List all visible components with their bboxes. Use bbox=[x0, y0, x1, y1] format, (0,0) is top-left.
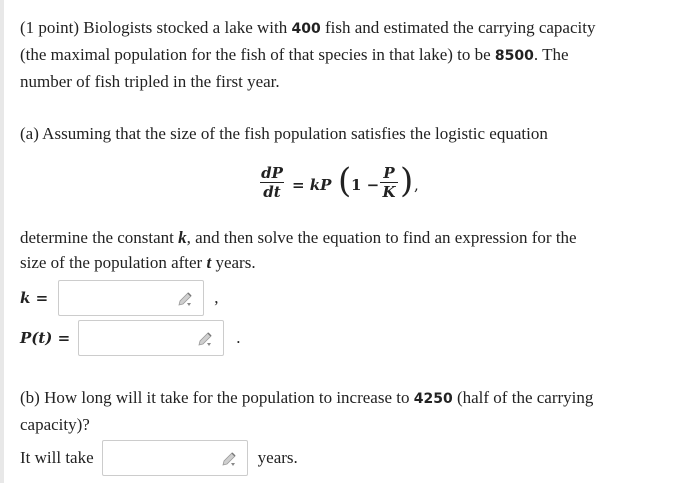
equation-equals-kP: = kP bbox=[292, 176, 332, 194]
fraction-dP-dt: dP dt bbox=[261, 164, 283, 201]
part-a-instruction: determine the constant k, and then solve the equation to find an expression for the size of the population after t years. bbox=[20, 228, 577, 272]
part-b-question: (b) How long will it take for the population to increase to 4250 (half of the carrying capacity)? bbox=[20, 388, 594, 434]
k-input[interactable] bbox=[58, 280, 204, 316]
pencil-icon[interactable] bbox=[221, 451, 237, 467]
initial-fish-value: 400 bbox=[291, 21, 321, 37]
time-suffix: years. bbox=[257, 448, 298, 467]
half-capacity-value: 4250 bbox=[413, 391, 453, 407]
fraction-P-K: P K bbox=[380, 164, 398, 201]
part-a-question: (a) Assuming that the size of the fish population satisfies the logistic equation bbox=[20, 124, 548, 143]
equation-one-minus: 1 − bbox=[351, 176, 380, 194]
time-label: It will take bbox=[20, 448, 94, 467]
time-answer-row bbox=[20, 438, 298, 478]
pencil-icon[interactable] bbox=[177, 291, 193, 307]
capacity-value: 8500 bbox=[494, 48, 534, 64]
left-border bbox=[0, 0, 4, 483]
P-input[interactable] bbox=[78, 320, 224, 356]
P-suffix: . bbox=[236, 328, 241, 347]
intro-paragraph: (1 point) Biologists stocked a lake with 400 fish and estimated the carrying capacity (the maximal population for the fish of that species in that lake) to be 8500. The number of fish tripled in the first year. bbox=[20, 18, 596, 91]
k-answer-row bbox=[20, 278, 218, 318]
time-input[interactable] bbox=[102, 440, 248, 476]
points-label: (1 point) bbox=[20, 18, 80, 37]
logistic-equation: dP dt = kP ( 1 − P K ) , bbox=[261, 161, 419, 201]
pencil-icon[interactable] bbox=[197, 331, 213, 347]
k-label: k = bbox=[20, 289, 49, 307]
P-label: P(t) = bbox=[20, 329, 71, 347]
k-suffix: , bbox=[214, 288, 219, 307]
P-answer-row bbox=[20, 318, 240, 358]
